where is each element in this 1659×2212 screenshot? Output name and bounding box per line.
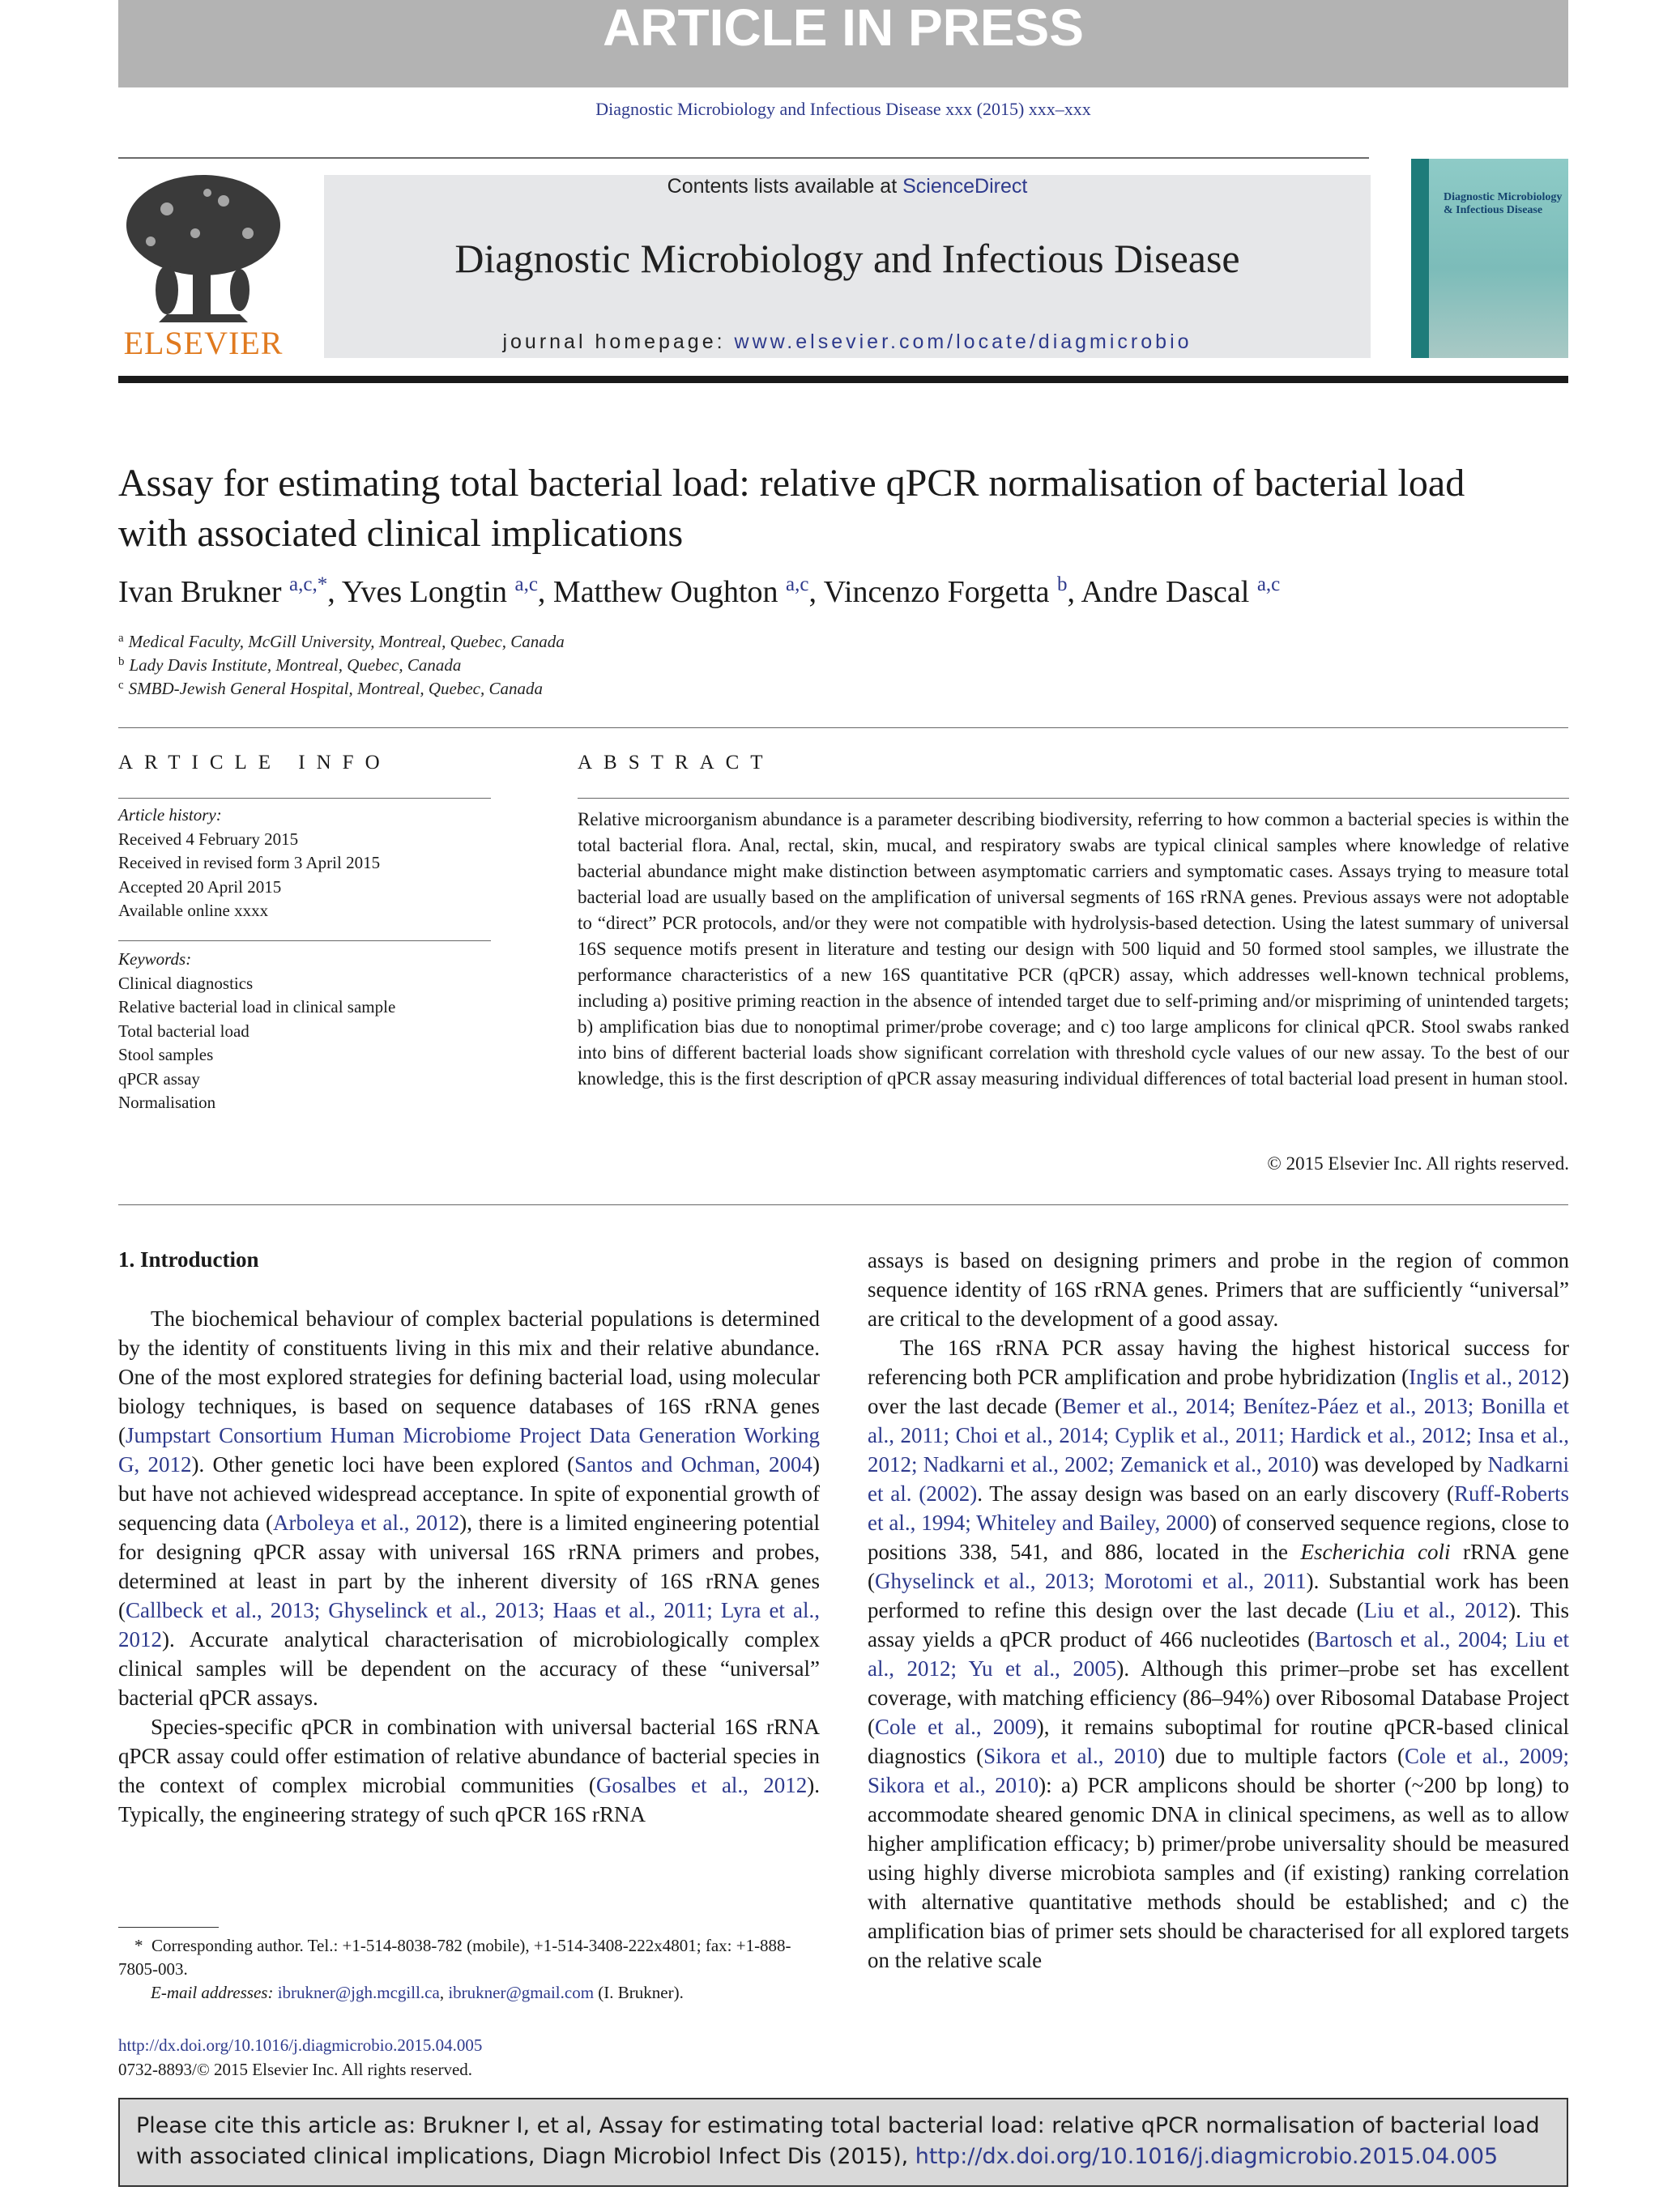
article-info-heading: ARTICLE INFO xyxy=(118,752,391,774)
author-affiliation-mark[interactable]: a,c xyxy=(514,573,538,595)
keyword-item: Total bacterial load xyxy=(118,1021,249,1041)
affiliation-a xyxy=(118,632,1090,652)
author-name: Ivan Brukner xyxy=(118,575,290,609)
issn-line: 0732-8893/© 2015 Elsevier Inc. All rights reserved. xyxy=(118,2060,473,2079)
cite-this-article-box xyxy=(118,2098,1568,2187)
reference-link[interactable]: Cole et al., 2009 xyxy=(875,1715,1037,1739)
history-item: Received 4 February 2015 xyxy=(118,829,299,849)
body-text: . The assay design was based on an early discovery ( xyxy=(977,1481,1455,1506)
affiliation-mark: b xyxy=(118,655,125,668)
body-text: ) but have not achieved widespread acceptance. In spite of exponential growth of sequencing data ( xyxy=(118,1452,821,1535)
publisher-wordmark: ELSEVIER xyxy=(123,325,284,361)
body-text: ) of conserved sequence regions, close to positions 338, 541, and 886, located in the xyxy=(868,1511,1569,1564)
body-text: ). Although this primer–probe set has excellent coverage, with matching efficiency (86–94%) over Ribosomal Database Project ( xyxy=(868,1656,1569,1739)
reference-link[interactable]: Jumpstart Consortium Human Microbiome Project Data Generation Working G, 2012 xyxy=(118,1423,820,1477)
article-info-rule xyxy=(118,798,491,799)
body-text: ). Substantial work has been performed to refine this design over the last decade ( xyxy=(868,1569,1570,1622)
article-title: Assay for estimating total bacterial load: relative qPCR normalisation of bacterial load with associated clinical implications xyxy=(118,462,1465,555)
body-text: ). Other genetic loci have been explored ( xyxy=(191,1452,575,1477)
author-separator: , xyxy=(327,575,342,609)
body-text: ): a) PCR amplicons should be shorter (~200 bp long) to accommodate sheared genomic DNA in clinical specimens, as well as to allow higher amplification efficacy; b) primer/probe universality should be measured using highly diverse microbiota samples and (if existing) ranking correlation with alternative quantitative methods should be established; and c) the amplification bias of primer sets should be characterised for all explored targets on the relative scale xyxy=(868,1773,1570,1972)
body-text: ) was developed by xyxy=(1311,1452,1488,1477)
article-in-press-banner: ARTICLE IN PRESS xyxy=(118,0,1568,87)
doi-link[interactable]: http://dx.doi.org/10.1016/j.diagmicrobio.2015.04.005 xyxy=(118,2035,483,2055)
affiliation-mark: a xyxy=(118,632,124,645)
reference-link[interactable]: Ghyselinck et al., 2013; Morotomi et al., 2011 xyxy=(875,1569,1307,1593)
affiliation-text: Medical Faculty, McGill University, Montreal, Quebec, Canada xyxy=(128,632,565,651)
keyword-item: Relative bacterial load in clinical sample xyxy=(118,997,396,1016)
body-text: assays is based on designing primers and probe in the region of common sequence identity of 16S rRNA genes. Primers that are sufficiently “universal” are critical to the development of a good assay. xyxy=(868,1248,1569,1331)
history-item: Received in revised form 3 April 2015 xyxy=(118,853,381,872)
reference-link[interactable]: Liu et al., 2012 xyxy=(1363,1598,1509,1622)
affiliation-text: Lady Davis Institute, Montreal, Quebec, Canada xyxy=(129,655,462,675)
history-item: Accepted 20 April 2015 xyxy=(118,876,282,897)
body-paragraph xyxy=(118,1712,820,1829)
history-item: Available online xxxx xyxy=(118,901,269,920)
homepage-link[interactable]: www.elsevier.com/locate/diagmicrobio xyxy=(734,330,1192,353)
author-name: Matthew Oughton xyxy=(552,575,786,609)
affiliation-text: SMBD-Jewish General Hospital, Montreal, Quebec, Canada xyxy=(128,679,543,698)
author-separator: , xyxy=(808,575,824,609)
keyword-item: qPCR assay xyxy=(118,1068,200,1089)
homepage-prefix: journal homepage: xyxy=(502,330,735,353)
abstract-copyright: © 2015 Elsevier Inc. All rights reserved. xyxy=(1267,1153,1569,1174)
body-text: ) due to multiple factors ( xyxy=(1158,1744,1405,1768)
author-separator: , xyxy=(537,575,553,609)
journal-cover-thumbnail[interactable] xyxy=(1411,159,1568,358)
cite-doi-link[interactable]: http://dx.doi.org/10.1016/j.diagmicrobio.2015.04.005 xyxy=(915,2144,1499,2169)
author-affiliation-mark[interactable]: a,c xyxy=(786,573,809,595)
header-thick-rule xyxy=(118,376,1568,383)
reference-link[interactable]: Nadkarni et al. (2002) xyxy=(868,1452,1569,1506)
keyword-item: Clinical diagnostics xyxy=(118,973,254,993)
author-affiliation-mark[interactable]: a,c,* xyxy=(289,573,328,595)
reference-link[interactable]: Sikora et al., 2010 xyxy=(983,1744,1158,1768)
body-text: Species-specific qPCR in combination with universal bacterial 16S rRNA qPCR assay could offer estimation of relative abundance of bacterial species in the context of complex microbial communities ( xyxy=(118,1715,820,1797)
email-link-1[interactable]: ibrukner@jgh.mcgill.ca xyxy=(277,1983,440,2002)
journal-name: Diagnostic Microbiology and Infectious Disease xyxy=(454,236,1240,281)
keywords-label: Keywords: xyxy=(118,949,192,969)
running-head[interactable]: Diagnostic Microbiology and Infectious Disease xxx (2015) xxx–xxx xyxy=(595,99,1091,119)
body-column-left xyxy=(118,1304,820,1829)
sciencedirect-link[interactable]: ScienceDirect xyxy=(902,175,1028,198)
history-label: Article history: xyxy=(118,805,222,825)
reference-link[interactable]: Callbeck et al., 2013; Ghyselinck et al., 2013; Haas et al., 2011; Lyra et al., 2012 xyxy=(118,1598,820,1652)
article-history xyxy=(118,803,491,923)
section-rule xyxy=(118,727,1568,728)
reference-link[interactable]: Inglis et al., 2012 xyxy=(1409,1365,1562,1389)
body-column-right xyxy=(868,1246,1569,1975)
reference-link[interactable]: Ruff-Roberts et al., 1994; Whiteley and Bailey, 2000 xyxy=(868,1481,1570,1535)
keyword-item: Stool samples xyxy=(118,1045,214,1064)
journal-homepage-line xyxy=(324,330,1371,354)
cover-title: Diagnostic Microbiology & Infectious Disease xyxy=(1444,191,1563,216)
footnote-emails xyxy=(118,1981,820,2005)
body-text: The biochemical behaviour of complex bacterial populations is determined by the identity of constituents living in this mix and their relative abundance. One of the most explored strategies for defining bacterial load, using molecular biology techniques, is based on sequence databases of 16S rRNA genes ( xyxy=(118,1306,820,1447)
body-text: ) over the last decade ( xyxy=(868,1365,1569,1418)
email-label: E-mail addresses: xyxy=(151,1983,278,2002)
body-paragraph xyxy=(118,1304,820,1712)
keyword-item: Normalisation xyxy=(118,1093,216,1112)
abstract-text: Relative microorganism abundance is a parameter describing biodiversity, referring to how common a bacterial species is within the total bacterial flora. Anal, rectal, skin, mucal, and respiratory swabs are typical clinical samples where knowledge of relative bacterial abundance might make distinction between asymptomatic carriers and symptomatic cases. Assays trying to measure total bacterial load are usually based on the amplification of universal segments of 16S rRNA genes. Previous assays were not adoptable to “direct” PCR protocols, and/or they were not compatible with hydrolysis-based detection. Using the latest summary of universal 16S sequence motifs present in literature and testing our design with 500 liquid and 50 formed stool samples, we illustrate the performance characteristics of a new 16S quantitative PCR (qPCR) assay, which addresses well-known technical problems, including a) positive priming reaction in the absence of intended target due to self-priming and/or mispriming of unintended targets; b) amplification bias due to nonoptimal primer/probe coverage; and c) too large amplicons for clinical qPCR. Stool swabs ranked into bins of different bacterial loads show significant correlation with threshold cycle values of our new assay. To the best of our knowledge, this is the first description of qPCR assay measuring individual differences of total bacterial load present in human stool. xyxy=(578,809,1569,1089)
email-sep: , xyxy=(439,1983,449,2002)
author-name: Vincenzo Forgetta xyxy=(823,575,1058,609)
email-suffix: (I. Brukner). xyxy=(594,1983,684,2002)
body-text: ), there is a limited engineering potential for designing qPCR assay with universal 16S rRNA primers and probes, determined at least in part by the inherent diversity of 16S rRNA genes ( xyxy=(118,1511,821,1622)
doi-block xyxy=(118,2033,482,2082)
author-affiliation-mark[interactable]: b xyxy=(1057,573,1068,595)
reference-link[interactable]: Bemer et al., 2014; Benítez-Páez et al., 2013; Bonilla et al., 2011; Choi et al., 2014; Cyplik et al., 2011; Hardick et al., 2012; Insa et al., 2012; Nadkarni et al., 2002; Zemanick et al., 2010 xyxy=(868,1394,1569,1477)
reference-link[interactable]: Bartosch et al., 2004; Liu et al., 2012; Yu et al., 2005 xyxy=(868,1627,1569,1681)
author-separator: , xyxy=(1067,575,1081,609)
author-list xyxy=(118,573,1568,610)
header-rule xyxy=(118,157,1369,159)
body-text: rRNA gene ( xyxy=(868,1540,1569,1593)
footnote-star: * xyxy=(134,1936,143,1955)
cite-text: Please cite this article as: Brukner I, et al, Assay for estimating total bacterial load: relative qPCR normalisation of bacterial load with associated clinical implications, Diagn Microbiol Infect Dis (2015), xyxy=(136,2113,1540,2169)
keywords-list xyxy=(118,948,491,1115)
section-heading-introduction: 1. Introduction xyxy=(118,1247,259,1272)
affiliation-c xyxy=(118,679,1090,699)
section-rule xyxy=(118,1204,1568,1205)
footnote-rule xyxy=(118,1927,219,1928)
footnote-corresponding-text: Corresponding author. Tel.: +1-514-8038-782 (mobile), +1-514-3408-222x4801; fax: +1-888-7805-003. xyxy=(118,1936,791,1979)
body-paragraph xyxy=(868,1246,1569,1333)
reference-link[interactable]: Arboleya et al., 2012 xyxy=(272,1511,460,1535)
body-text: The 16S rRNA PCR assay having the highest historical success for referencing both PCR amplification and probe hybridization ( xyxy=(868,1336,1569,1389)
contents-line xyxy=(324,175,1371,198)
body-paragraph xyxy=(868,1333,1569,1975)
author-name: Andre Dascal xyxy=(1081,575,1257,609)
email-link-2[interactable]: ibrukner@gmail.com xyxy=(448,1983,595,2002)
abstract-heading: ABSTRACT xyxy=(578,752,774,774)
reference-link[interactable]: Santos and Ochman, 2004 xyxy=(574,1452,813,1477)
affiliation-b xyxy=(118,655,1090,676)
reference-link[interactable]: Cole et al., 2009; Sikora et al., 2010 xyxy=(868,1744,1570,1797)
corresponding-author-footnote xyxy=(118,1934,820,2005)
body-text: ). Accurate analytical characterisation of microbiologically complex clinical samples will be dependent on the accuracy of these “universal” bacterial qPCR assays. xyxy=(118,1627,820,1710)
abstract-rule xyxy=(578,798,1569,799)
footnote-corresponding xyxy=(118,1934,820,1981)
reference-link[interactable]: Gosalbes et al., 2012 xyxy=(595,1773,808,1797)
body-text: ), it remains suboptimal for routine qPCR-based clinical diagnostics ( xyxy=(868,1715,1569,1768)
keywords-rule xyxy=(118,940,491,941)
contents-prefix: Contents lists available at xyxy=(667,175,903,198)
italic-term: Escherichia coli xyxy=(1300,1540,1451,1564)
author-affiliation-mark[interactable]: a,c xyxy=(1256,573,1281,595)
affiliation-mark: c xyxy=(118,679,124,692)
body-text: ). Typically, the engineering strategy of such qPCR 16S rRNA xyxy=(118,1773,821,1826)
body-text: ). This assay yields a qPCR product of 466 nucleotides ( xyxy=(868,1598,1570,1652)
author-name: Yves Longtin xyxy=(341,575,515,609)
